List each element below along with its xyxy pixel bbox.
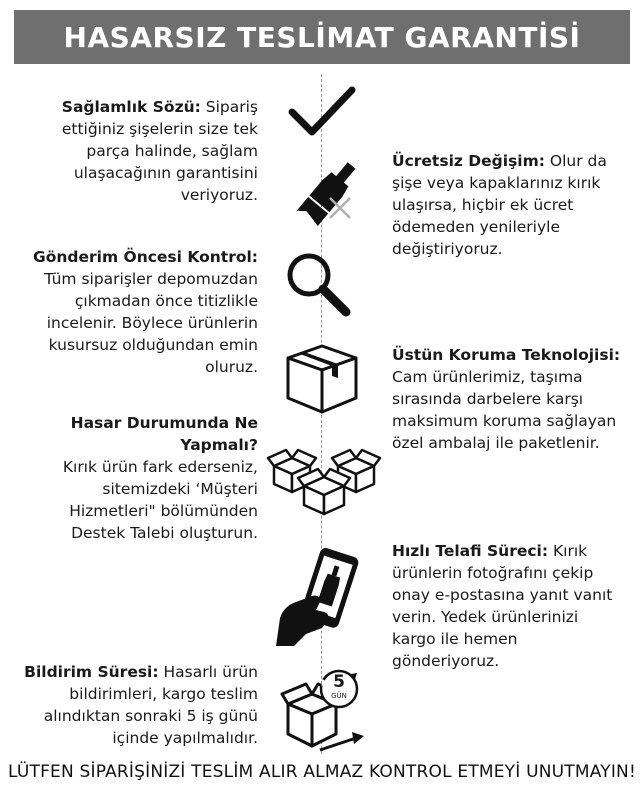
- section-saglamlik-heading: Sağlamlık Sözü:: [61, 98, 201, 116]
- section-koruma-heading: Üstün Koruma Teknolojisi:: [392, 346, 621, 364]
- section-hasar-body: Kırık ürün fark ederseniz, sitemizdeki ‘Müşteri Hizmetleri" bölümünden Destek Talebi oluşturun.: [62, 458, 258, 542]
- section-gonderim-heading: Gönderim Öncesi Kontrol:: [33, 248, 258, 266]
- section-telafi-heading: Hızlı Telafi Süreci:: [392, 542, 549, 560]
- five-day-badge-icon: [318, 668, 360, 710]
- section-koruma: [392, 344, 624, 454]
- checkmark-icon: [286, 84, 358, 140]
- section-ucretsiz: [392, 150, 622, 260]
- section-saglamlik-body: Sipariş ettiğiniz şişelerin size tek parça halinde, sağlam ulaşacağının garantisini veriyoruz.: [61, 98, 258, 204]
- open-boxes-icon: [266, 446, 386, 518]
- section-hasar-heading: Hasar Durumunda Ne Yapmalı?: [70, 414, 258, 454]
- section-ucretsiz-heading: Ücretsiz Değişim:: [392, 152, 545, 170]
- section-telafi: [392, 540, 618, 672]
- section-telafi-body: Kırık ürünlerin fotoğrafını çekip onay e-postasına yanıt vanıt verin. Yedek ürünlerinizi kargo ile hemen gönderiyoruz.: [392, 542, 613, 670]
- broken-bottle-icon: [280, 146, 366, 226]
- section-hasar: [36, 412, 258, 544]
- section-gonderim-body: Tüm siparişler depomuzdan çıkmadan önce titizlikle incelenir. Böylece ürünlerin kusursuz olduğundan emin oluruz.: [44, 270, 258, 376]
- footer-reminder: LÜTFEN SİPARİŞİNİZİ TESLİM ALIR ALMAZ KONTROL ETMEYİ UNUTMAYIN!: [8, 762, 636, 782]
- section-saglamlik: [40, 96, 258, 206]
- badge-number: 5: [333, 672, 345, 692]
- page-title: HASARSIZ TESLİMAT GARANTİSİ: [63, 20, 581, 54]
- section-bildirim-body: Hasarlı ürün bildirimleri, kargo teslim alındıktan sonraki 5 iş günü içinde yapılmalıdır.: [43, 663, 258, 747]
- section-bildirim: [20, 661, 258, 749]
- phone-photo-icon: [272, 548, 368, 648]
- section-ucretsiz-body: Olur da şişe veya kapaklarınız kırık ulaşırsa, hiçbir ek ücret ödemeden yenileriyle değiştiriyoruz.: [392, 152, 607, 258]
- badge-unit: GÜN: [331, 692, 347, 700]
- magnifier-icon: [282, 248, 354, 320]
- section-bildirim-heading: Bildirim Süresi:: [24, 663, 159, 681]
- title-banner: [14, 10, 630, 64]
- section-koruma-body: Cam ürünlerimiz, taşıma sırasında darbelere karşı maksimum koruma sağlayan özel ambalaj ile paketlenir.: [392, 368, 617, 452]
- section-gonderim: [20, 246, 258, 378]
- box-icon: [282, 340, 362, 416]
